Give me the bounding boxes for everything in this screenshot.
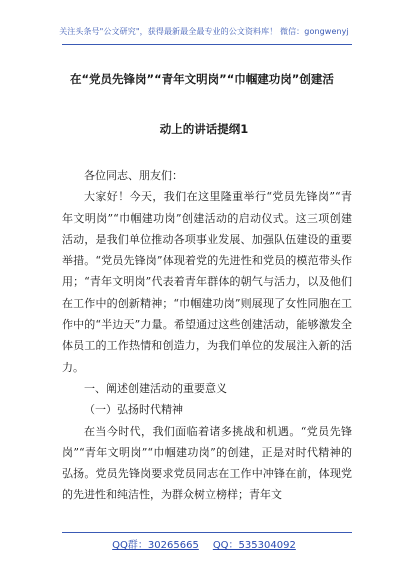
section-heading: 一、阐述创建活动的重要意义 — [84, 381, 227, 395]
footer-divider — [62, 532, 352, 533]
document-title-line-2: 动上的讲话提纲1 — [159, 122, 249, 136]
footer — [0, 536, 408, 551]
qq-group-link[interactable]: QQ群：30265665 — [112, 540, 199, 551]
document-body — [62, 165, 352, 506]
header-note — [0, 26, 408, 37]
body-paragraph: 在当今时代，我们面临着诸多挑战和机遇。“党员先锋岗”“青年文明岗”“巾帼建功岗”的创建，正是对时代精神的弘扬。党员先锋岗要求党员同志在工作中冲锋在前，体现党的先进性和纯洁性，为群众树立榜样；青年文 — [62, 424, 352, 502]
body-paragraph: 大家好！今天，我们在这里隆重举行“党员先锋岗”“青年文明岗”“巾帼建功岗”创建活动的启动仪式。这三项创建活动，是我们单位推动各项事业发展、加强队伍建设的重要举措。“党员先锋岗”体现着党的先进性和党员的模范带头作用；“青年文明岗”代表着青年群体的朝气与活力，以及他们在工作中的创新精神；“巾帼建功岗”则展现了女性同胞在工作中的“半边天”力量。希望通过这些创建活动，能够激发全体员工的工作热情和创造力，为我们单位的发展注入新的活力。 — [62, 190, 352, 374]
header-promo-link[interactable]: 关注头条号"公文研究"，获得最新最全最专业的公文资料库！ 微信：gongwenyj — [59, 27, 349, 36]
subsection-heading: （一）弘扬时代精神 — [84, 403, 183, 417]
document-title-line-1: 在“党员先锋岗”“青年文明岗”“巾帼建功岗”创建活 — [70, 72, 334, 86]
salutation: 各位同志、朋友们： — [84, 169, 183, 182]
qq-link[interactable]: QQ：535304092 — [212, 540, 296, 551]
header-divider — [62, 44, 352, 45]
